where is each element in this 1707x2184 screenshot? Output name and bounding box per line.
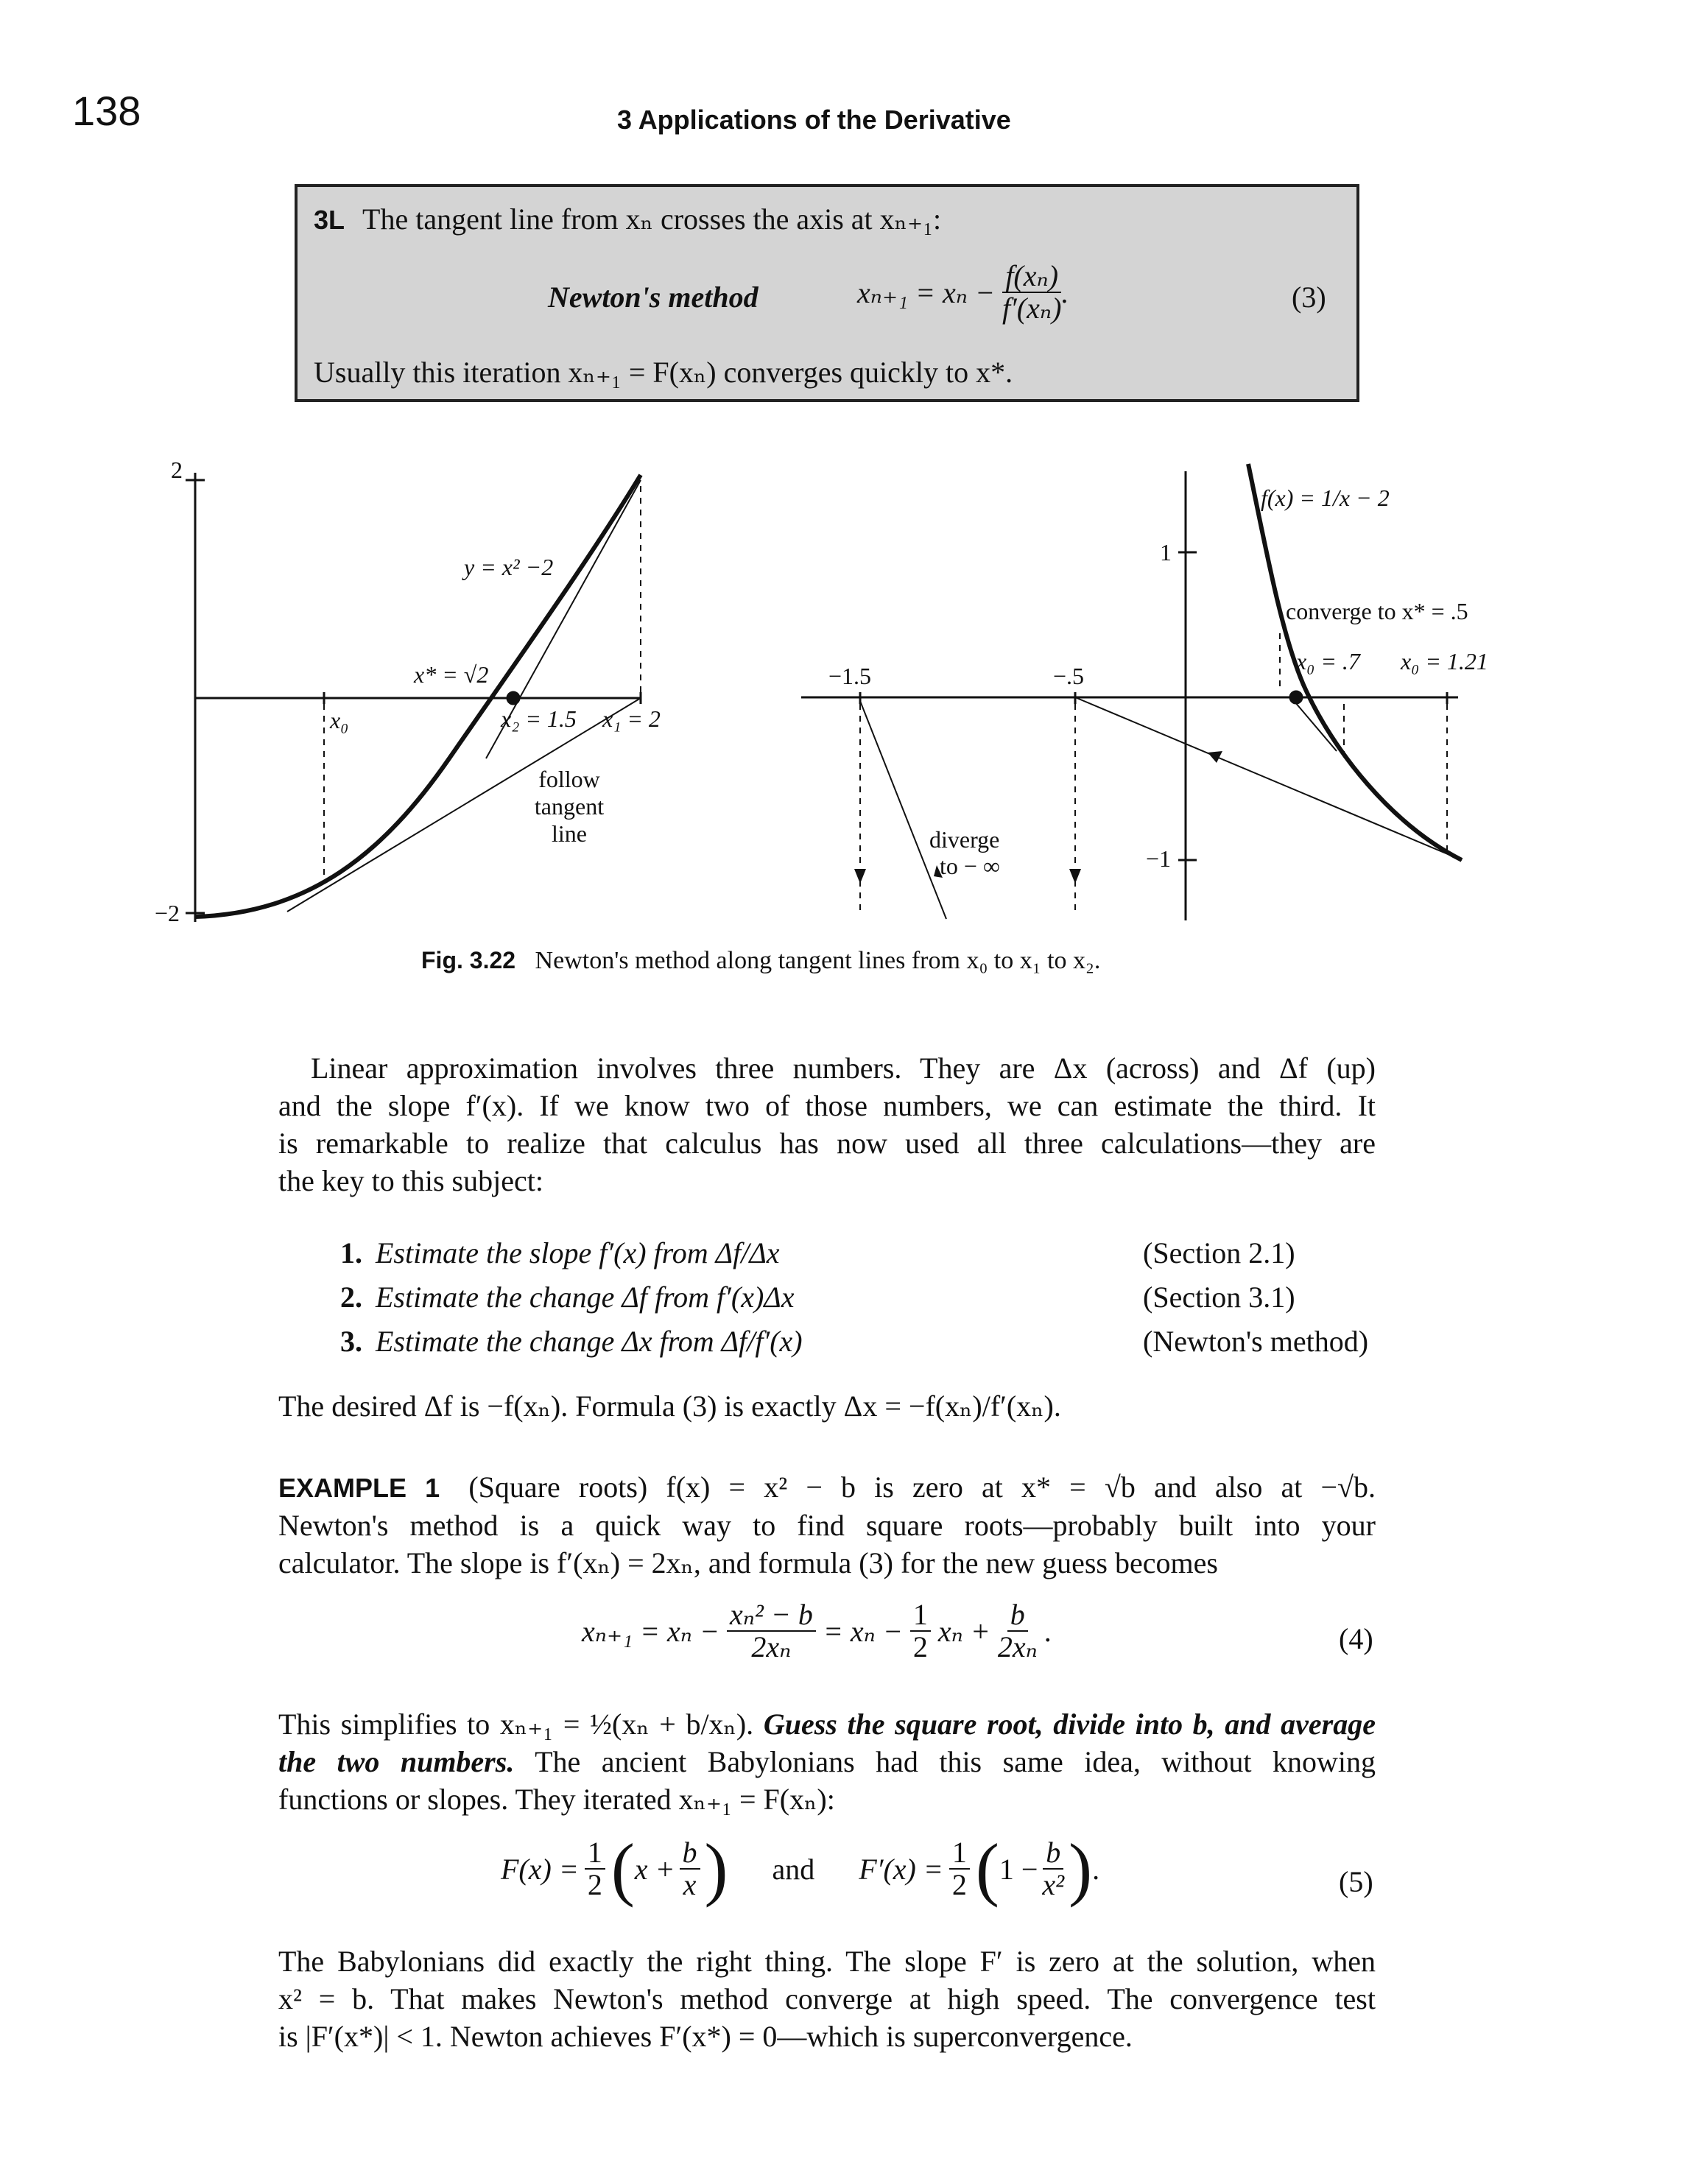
box-line-3: Usually this iteration xₙ₊₁ = F(xₙ) converges quickly to x*. bbox=[314, 356, 1013, 389]
function-label: f(x) = 1/x − 2 bbox=[1261, 485, 1390, 511]
eq-number-3: (3) bbox=[1292, 281, 1326, 314]
tick-label-minus-0-5: −.5 bbox=[1053, 663, 1085, 689]
example-1 bbox=[278, 1468, 1376, 1582]
list-ref: (Section 3.1) bbox=[1143, 1281, 1295, 1314]
example-line: calculator. The slope is f′(xₙ) = 2xₙ, and formula (3) for the new guess becomes bbox=[278, 1546, 1218, 1579]
caption-text: Newton's method along tangent lines from x₀ to x₁ to x₂. bbox=[535, 947, 1101, 974]
converge-point bbox=[1289, 691, 1303, 704]
list-ref: (Section 2.1) bbox=[1143, 1236, 1295, 1269]
para2-line-3: functions or slopes. They iterated xₙ₊₁ = F(xₙ): bbox=[278, 1783, 835, 1816]
para1-line: is remarkable to realize that calculus has now used all three calculations—they are bbox=[278, 1127, 1376, 1160]
eq5-F-bx bbox=[680, 1837, 700, 1901]
left-y-top-label: 2 bbox=[171, 457, 183, 483]
para2-line-2 bbox=[278, 1743, 1376, 1780]
eq5-end: . bbox=[1092, 1852, 1100, 1886]
box-label: 3L bbox=[314, 205, 345, 235]
follow-tangent-note bbox=[529, 766, 610, 848]
figure-3-22 bbox=[0, 442, 1707, 972]
para3-line: is |F′(x*)| < 1. Newton achieves F′(x*) = 0—which is superconvergence. bbox=[278, 2020, 1133, 2053]
converge-label: converge to x* = .5 bbox=[1286, 598, 1468, 624]
eq5-F-lhs: F(x) = bbox=[501, 1852, 579, 1886]
list-text: Estimate the change Δx from Δf/f′(x) bbox=[376, 1325, 803, 1358]
estimate-list bbox=[340, 1234, 1386, 1367]
formula-numerator: f(xₙ) bbox=[1002, 261, 1061, 293]
x0-a-label: x₀ = .7 bbox=[1296, 648, 1360, 674]
formula-lhs: xₙ₊₁ = xₙ − bbox=[857, 275, 995, 309]
parabola-curve bbox=[195, 475, 641, 917]
eq4-lhs: xₙ₊₁ = xₙ − bbox=[582, 1614, 719, 1648]
eq5-Fp-half bbox=[949, 1837, 970, 1901]
note-line: line bbox=[552, 820, 587, 847]
box-line-1-text: The tangent line from xₙ crosses the axis at xₙ₊₁: bbox=[362, 202, 942, 236]
eq4-frac1 bbox=[727, 1599, 816, 1663]
left-y-bottom-label: −2 bbox=[155, 900, 180, 926]
para1-line: Linear approximation involves three numbers. They are Δx (across) and Δf (up) bbox=[311, 1052, 1376, 1085]
list-num: 1. bbox=[340, 1236, 362, 1269]
eq5-F-half-num: 1 bbox=[585, 1837, 605, 1870]
example-line: Newton's method is a quick way to find square roots—probably built into your bbox=[278, 1509, 1376, 1542]
note-line: follow bbox=[538, 766, 600, 792]
theorem-box bbox=[295, 184, 1359, 402]
eq4-mid2: xₙ + bbox=[937, 1614, 990, 1648]
eq5-F-half bbox=[585, 1837, 605, 1901]
left-panel bbox=[186, 473, 641, 922]
para2-plain: This simplifies to xₙ₊₁ = ½(xₙ + b/xₙ). bbox=[278, 1708, 754, 1741]
eq4-frac2 bbox=[910, 1599, 931, 1663]
figure-caption bbox=[421, 947, 1100, 975]
tick-label-minus-1-5: −1.5 bbox=[828, 663, 872, 689]
x1-label: x₁ = 2 bbox=[602, 705, 661, 732]
eq5-Fp-inner: 1 − bbox=[999, 1852, 1038, 1886]
right-y-neg-label: −1 bbox=[1146, 845, 1172, 872]
x2-label: x₂ = 1.5 bbox=[501, 705, 577, 732]
para2-bold-2: the two numbers. bbox=[278, 1745, 515, 1778]
para3-line: x² = b. That makes Newton's method converge at high speed. The convergence test bbox=[278, 1982, 1376, 2015]
paragraph-3 bbox=[278, 1942, 1376, 2055]
formula-denominator: f′(xₙ) bbox=[1002, 292, 1062, 325]
para1-line: and the slope f′(x). If we know two of those numbers, we can estimate the third. It bbox=[278, 1089, 1376, 1122]
right-y-pos-label: 1 bbox=[1160, 539, 1172, 566]
eq4-frac2-den: 2 bbox=[912, 1630, 928, 1663]
list-num: 3. bbox=[340, 1325, 362, 1358]
method-name: Newton's method bbox=[548, 281, 759, 314]
eq4-frac3-num: b bbox=[1007, 1599, 1028, 1632]
x0-b-label: x₀ = 1.21 bbox=[1401, 648, 1488, 674]
diverge-note bbox=[929, 826, 1000, 879]
list-item bbox=[340, 1278, 1386, 1322]
desired-line: The desired Δf is −f(xₙ). Formula (3) is exactly Δx = −f(xₙ)/f′(xₙ). bbox=[278, 1389, 1061, 1423]
para3-line: The Babylonians did exactly the right thing. The slope F′ is zero at the solution, when bbox=[278, 1945, 1376, 1978]
newton-formula: xₙ₊₁ = xₙ − $\frac{\text{f(xₙ)}}{\text{f′(xₙ)}}$ . bbox=[857, 259, 1069, 325]
formula-fraction bbox=[1002, 261, 1061, 324]
para2-plain-2: The ancient Babylonians had this same idea, without knowing bbox=[535, 1745, 1376, 1778]
eq4-frac1-den: 2xₙ bbox=[751, 1630, 792, 1663]
eq4-frac3-den: 2xₙ bbox=[997, 1630, 1038, 1663]
eq-number-5: (5) bbox=[1339, 1865, 1373, 1898]
right-panel bbox=[801, 464, 1462, 920]
list-text: Estimate the slope f′(x) from Δf/Δx bbox=[376, 1236, 780, 1269]
para1-line: the key to this subject: bbox=[278, 1164, 543, 1197]
root-point bbox=[507, 691, 520, 705]
eq5-Fp-b-num: b bbox=[1043, 1837, 1063, 1870]
eq5-Fp-lhs: F′(x) = bbox=[859, 1852, 943, 1886]
list-text: Estimate the change Δf from f′(x)Δx bbox=[376, 1281, 795, 1314]
eq5-F-b-num: b bbox=[680, 1837, 700, 1870]
eq4-frac3 bbox=[998, 1599, 1038, 1663]
example-line-1 bbox=[278, 1468, 1376, 1507]
eq5-F-b-den: x bbox=[683, 1868, 697, 1901]
eq4-frac1-num: xₙ² − b bbox=[727, 1599, 816, 1632]
eq-number-4: (4) bbox=[1339, 1622, 1373, 1655]
page-number: 138 bbox=[72, 88, 141, 134]
eq5-F-inner: x + bbox=[634, 1852, 675, 1886]
example-label: EXAMPLE 1 bbox=[278, 1473, 440, 1503]
root-label: x* = √2 bbox=[414, 661, 489, 688]
eq4-end: . bbox=[1044, 1614, 1052, 1648]
para2-line-1 bbox=[278, 1705, 1376, 1743]
x0-label: x₀ bbox=[330, 707, 349, 733]
equation-4 bbox=[582, 1599, 1052, 1663]
eq4-mid: = xₙ − bbox=[823, 1614, 903, 1648]
eq5-Fp-b-den: x² bbox=[1042, 1868, 1065, 1901]
para2-bold: Guess the square root, divide into b, and average bbox=[763, 1708, 1376, 1741]
curve-label: y = x² −2 bbox=[464, 554, 554, 580]
eq5-Fp-bx2 bbox=[1042, 1837, 1064, 1901]
list-item bbox=[340, 1234, 1386, 1278]
eq5-Fp-half-den: 2 bbox=[951, 1868, 967, 1901]
diverge-line bbox=[860, 701, 946, 919]
eq4-frac2-num: 1 bbox=[910, 1599, 931, 1632]
caption-label: Fig. 3.22 bbox=[421, 947, 516, 973]
eq5-Fp-half-num: 1 bbox=[949, 1837, 970, 1870]
eq5-and: and bbox=[772, 1852, 815, 1886]
diverge-line-2: to − ∞ bbox=[940, 853, 1000, 879]
note-line: tangent bbox=[534, 793, 605, 820]
list-item bbox=[340, 1322, 1386, 1367]
list-ref: (Newton's method) bbox=[1143, 1325, 1369, 1358]
list-num: 2. bbox=[340, 1281, 362, 1314]
equation-5: F(x) = $\frac{1}{2}$ ( x + $\frac{b}{x}$ ) and F′(x) = $\frac{1}{2}$ ( 1 − $\frac{b}{\text{x²}}$ ) . bbox=[501, 1829, 1100, 1908]
eq5-F-half-den: 2 bbox=[587, 1868, 602, 1901]
diverge-line-1: diverge bbox=[929, 826, 1000, 853]
tangent-from-x0b bbox=[1075, 697, 1462, 860]
box-line-1 bbox=[314, 202, 941, 236]
paragraph-1 bbox=[278, 1049, 1376, 1200]
running-title: 3 Applications of the Derivative bbox=[617, 105, 1011, 135]
paragraph-2 bbox=[278, 1705, 1376, 1818]
example-line-text: (Square roots) f(x) = x² − b is zero at x* = √b and also at −√b. bbox=[468, 1470, 1376, 1504]
